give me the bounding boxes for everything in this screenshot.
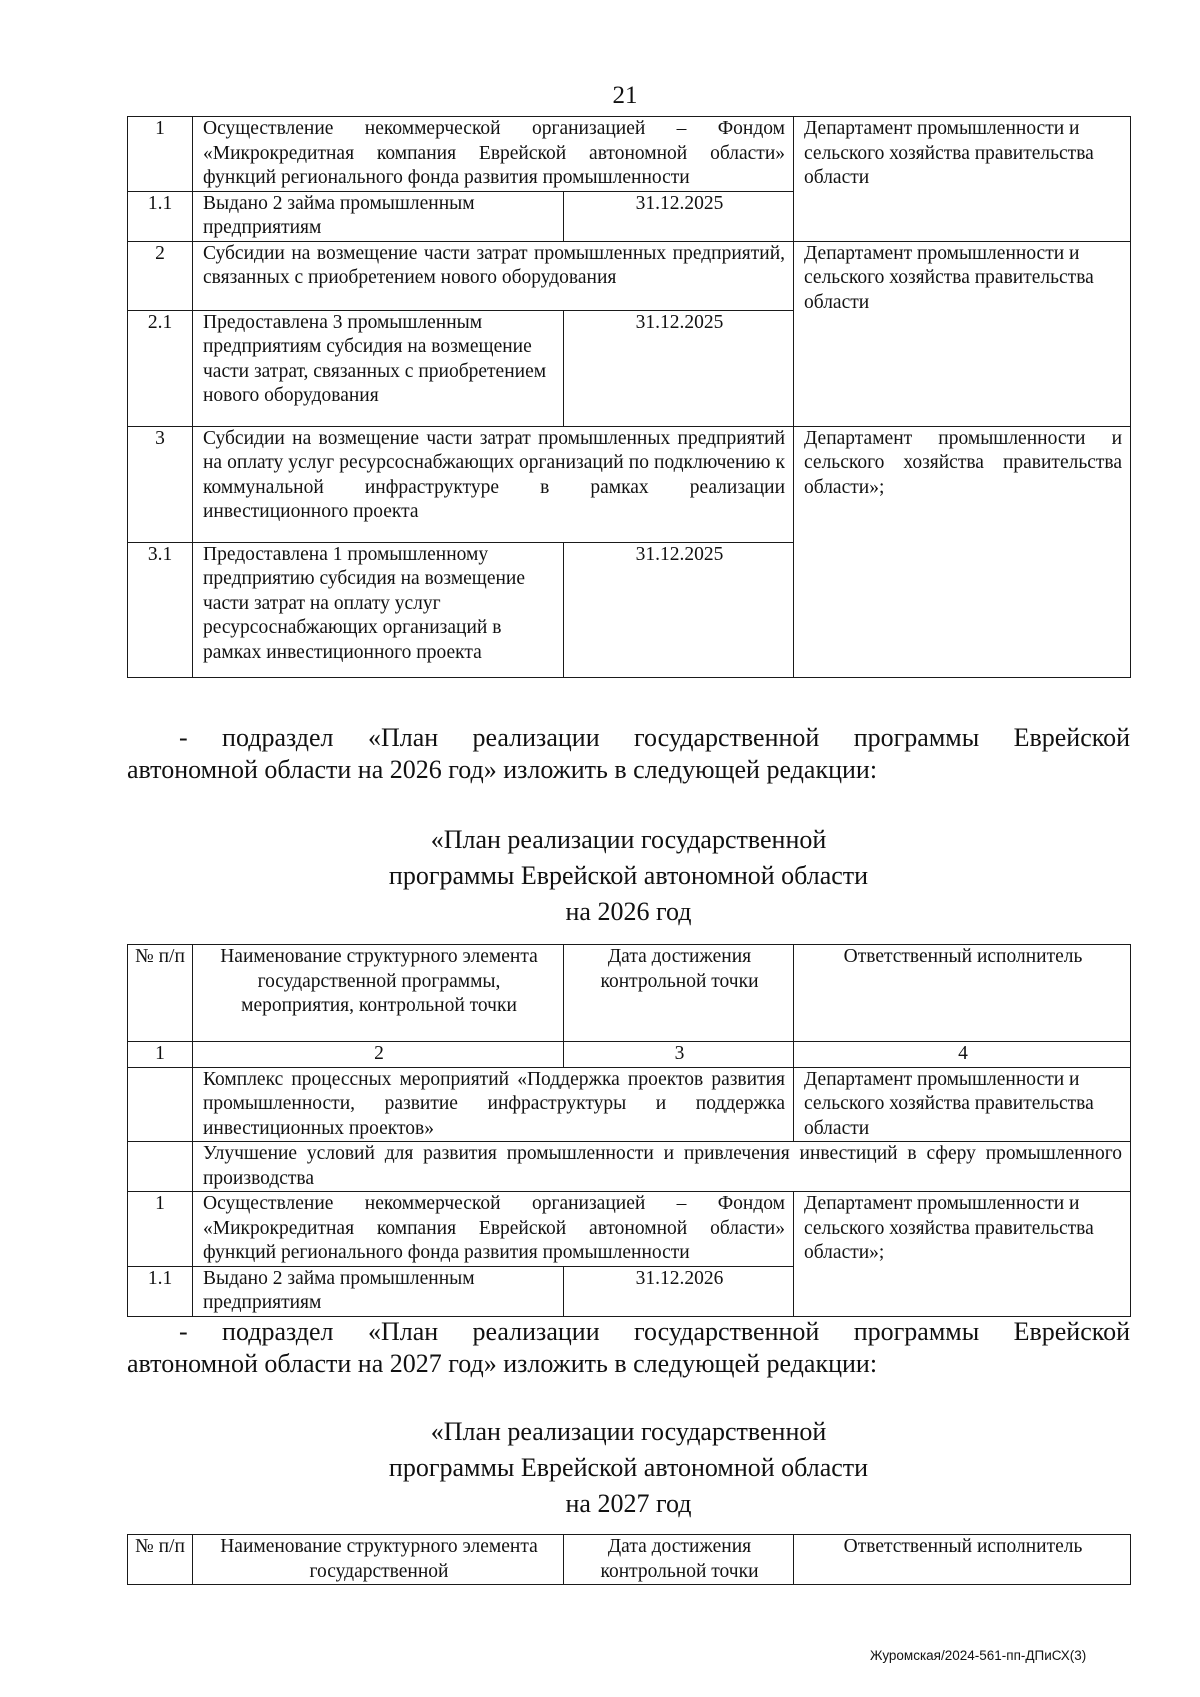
row-number: [128, 1142, 193, 1192]
paragraph-line: - подраздел «План реализации государственной программы Еврейской: [179, 723, 1130, 752]
amendment-paragraph-2026: [127, 722, 1130, 786]
paragraph-line: автономной области на 2027 год» изложить в следующей редакции:: [127, 1349, 878, 1378]
plan-2027-heading: [127, 1414, 1130, 1522]
heading-line: на 2027 год: [565, 1489, 692, 1518]
table-header-row: [128, 945, 1131, 1042]
row-name: Осуществление некоммерческой организацией – Фондом «Микрокредитная компания Еврейской автономной области» функций регионального фонда развития промышленности: [193, 117, 794, 192]
row-number: 1: [128, 1192, 193, 1267]
row-number: 1: [128, 117, 193, 192]
heading-line: «План реализации государственной: [430, 1417, 827, 1446]
row-name: Субсидии на возмещение части затрат промышленных предприятий на оплату услуг ресурсоснабжающих организаций по подключению к коммунальной инфраструктуре в рамках реализации инвестиционного проекта: [193, 426, 794, 542]
column-number: 2: [193, 1042, 564, 1068]
row-executor: Департамент промышленности и сельского хозяйства правительства области»;: [794, 426, 1131, 677]
row-number: 3.1: [128, 542, 193, 677]
paragraph-line: - подраздел «План реализации государственной программы Еврейской: [179, 1317, 1130, 1346]
column-number: 4: [794, 1042, 1131, 1068]
complex-executor: Департамент промышленности и сельского хозяйства правительства области: [794, 1067, 1131, 1142]
row-date: 31.12.2025: [564, 310, 794, 426]
header-number: № п/п: [128, 1535, 193, 1585]
column-numbers-row: [128, 1042, 1131, 1068]
header-name: Наименование структурного элемента государственной: [193, 1535, 564, 1585]
row-number: 2: [128, 241, 193, 310]
plan-2026-table: [127, 944, 1131, 1317]
row-name: Предоставлена 1 промышленному предприятию субсидия на возмещение части затрат на оплату услуг ресурсоснабжающих организаций в рамках инвестиционного проекта: [193, 542, 564, 677]
row-name: Осуществление некоммерческой организацией – Фондом «Микрокредитная компания Еврейской автономной области» функций регионального фонда развития промышленности: [193, 1192, 794, 1267]
row-executor: Департамент промышленности и сельского хозяйства правительства области: [794, 117, 1131, 242]
table-row: [128, 1142, 1131, 1192]
row-number: 1.1: [128, 191, 193, 241]
row-date: 31.12.2025: [564, 542, 794, 677]
table-row: [128, 1192, 1131, 1267]
plan-2027-table: [127, 1534, 1131, 1585]
heading-line: на 2026 год: [565, 897, 692, 926]
column-number: 3: [564, 1042, 794, 1068]
row-name: Выдано 2 займа промышленным предприятиям: [193, 191, 564, 241]
header-date: Дата достижения контрольной точки: [564, 945, 794, 1042]
row-executor: Департамент промышленности и сельского хозяйства правительства области: [794, 241, 1131, 426]
page-number: 21: [612, 82, 638, 109]
heading-line: «План реализации государственной: [430, 825, 827, 854]
amendment-paragraph-2027: [127, 1316, 1130, 1380]
column-number: 1: [128, 1042, 193, 1068]
document-reference-footer: Журомская/2024-561-пп-ДПиСХ(3): [870, 1648, 1087, 1663]
row-name: Выдано 2 займа промышленным предприятиям: [193, 1266, 564, 1316]
header-date: Дата достижения контрольной точки: [564, 1535, 794, 1585]
paragraph-line: автономной области на 2026 год» изложить в следующей редакции:: [127, 755, 878, 784]
plan-2026-heading: [127, 822, 1130, 930]
row-date: 31.12.2025: [564, 191, 794, 241]
row-number: 1.1: [128, 1266, 193, 1316]
table-row: [128, 117, 1131, 192]
row-executor: Департамент промышленности и сельского хозяйства правительства области»;: [794, 1192, 1131, 1317]
table-row: [128, 1067, 1131, 1142]
plan-2025-table: [127, 116, 1131, 678]
header-name: Наименование структурного элемента государственной программы, мероприятия, контрольной точки: [193, 945, 564, 1042]
complex-name: Комплекс процессных мероприятий «Поддержка проектов развития промышленности, развитие инфраструктуры и поддержка инвестиционных проектов»: [193, 1067, 794, 1142]
table-header-row: [128, 1535, 1131, 1585]
heading-line: программы Еврейской автономной области: [388, 1453, 869, 1482]
goal-text: Улучшение условий для развития промышленности и привлечения инвестиций в сферу промышленного производства: [193, 1142, 1131, 1192]
header-number: № п/п: [128, 945, 193, 1042]
row-date: 31.12.2026: [564, 1266, 794, 1316]
row-name: Предоставлена 3 промышленным предприятиям субсидия на возмещение части затрат, связанных с приобретением нового оборудования: [193, 310, 564, 426]
header-executor: Ответственный исполнитель: [794, 945, 1131, 1042]
row-number: 2.1: [128, 310, 193, 426]
table-row: [128, 241, 1131, 310]
table-row: [128, 426, 1131, 542]
heading-line: программы Еврейской автономной области: [388, 861, 869, 890]
row-number: [128, 1067, 193, 1142]
header-executor: Ответственный исполнитель: [794, 1535, 1131, 1585]
row-name: Субсидии на возмещение части затрат промышленных предприятий, связанных с приобретением нового оборудования: [193, 241, 794, 310]
row-number: 3: [128, 426, 193, 542]
